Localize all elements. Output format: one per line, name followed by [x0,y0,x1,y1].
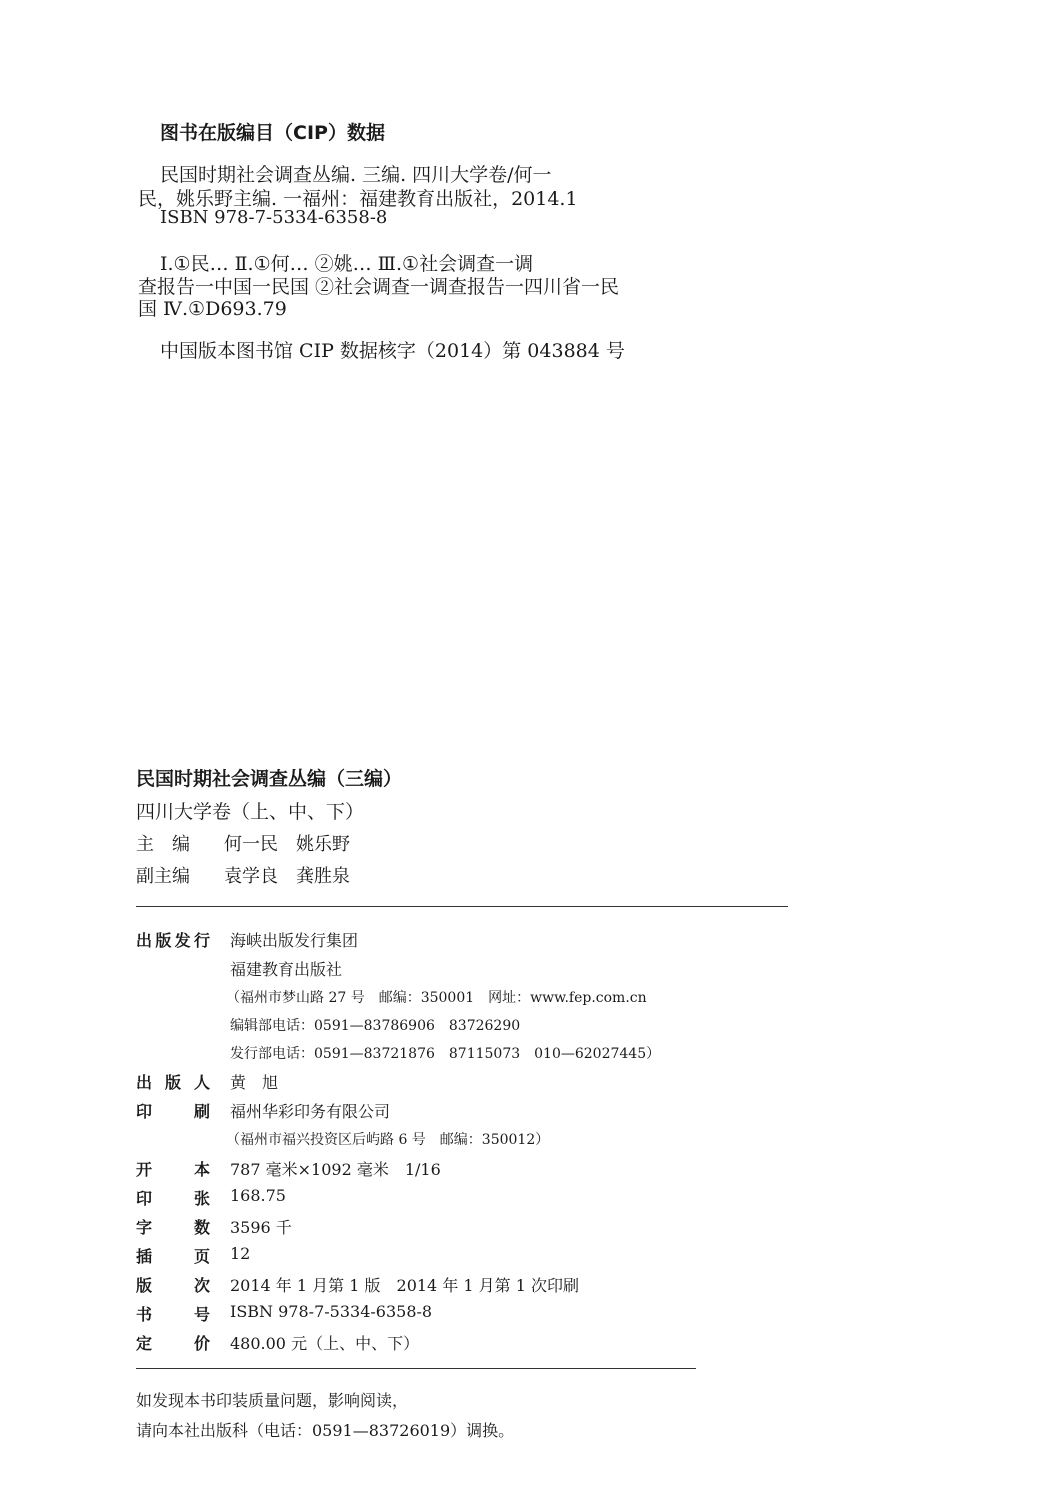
label-char: 插 [136,1247,153,1266]
label-char: 书 [136,1305,153,1324]
label-char: 刷 [193,1102,210,1121]
editorial-phone: 编辑部电话：0591—83786906 83726290 [230,1018,521,1034]
publisher-address: （福州市梦山路 27 号 邮编：350001 网址：www.fep.com.cn [226,990,647,1006]
divider-bottom [136,1368,696,1369]
deputy-editors: 袁学良 龚胜泉 [224,866,350,887]
label-char: 发 [174,931,191,950]
quality-notice-line-2: 请向本社出版科（电话：0591—83726019）调换。 [136,1421,515,1440]
label-char: 数 [193,1218,210,1237]
label-char: 字 [136,1218,153,1237]
printer-address: （福州市福兴投资区后屿路 6 号 邮编：350012） [226,1132,550,1148]
cip-isbn: ISBN 978-7-5334-6358-8 [160,207,388,228]
cip-subject-line-3: 国 Ⅳ.①D693.79 [138,298,287,320]
price-label [136,1331,210,1354]
divider-top [136,906,788,907]
label-char: 印 [136,1189,153,1208]
label-char: 页 [193,1247,210,1266]
issuer: 黄 旭 [230,1073,279,1092]
sales-phone: 发行部电话：0591—83721876 87115073 010—62027445） [230,1046,661,1062]
edition-label [136,1273,210,1296]
format-label [136,1157,210,1180]
sheets: 168.75 [230,1186,286,1205]
cip-subject-line-1: Ⅰ.①民… Ⅱ.①何… ②姚… Ⅲ.①社会调查一调 [160,253,534,275]
label-char: 出 [136,1073,153,1092]
words-label [136,1215,210,1238]
plates-label [136,1244,210,1267]
label-char: 本 [193,1160,210,1179]
cip-title: 图书在版编目（CIP）数据 [160,122,385,144]
deputy-editor-label: 副主编 [136,866,190,887]
chief-editors: 何一民 姚乐野 [224,834,350,855]
label-char: 号 [193,1305,210,1324]
cip-line-1: 民国时期社会调查丛编. 三编. 四川大学卷/何一 [160,164,552,186]
label-char: 版 [136,1276,153,1295]
cip-record: 中国版本图书馆 CIP 数据核字（2014）第 043884 号 [160,340,625,362]
chief-editor-label: 主 编 [136,834,190,855]
label-char: 次 [193,1276,210,1295]
label-char: 定 [136,1334,153,1353]
price: 480.00 元（上、中、下） [230,1334,420,1353]
label-char: 张 [193,1189,210,1208]
label-char: 行 [193,931,210,950]
isbn-label [136,1302,210,1325]
label-char: 版 [155,931,172,950]
issuer-label [136,1070,210,1093]
label-char: 价 [193,1334,210,1353]
label-char: 版 [164,1073,181,1092]
format: 787 毫米×1092 毫米 1/16 [230,1160,441,1179]
cip-subject-line-2: 查报告一中国一民国 ②社会调查一调查报告一四川省一民 [138,276,620,298]
printer: 福州华彩印务有限公司 [230,1102,391,1121]
edition: 2014 年 1 月第 1 版 2014 年 1 月第 1 次印刷 [230,1276,580,1295]
label-char: 开 [136,1160,153,1179]
plates: 12 [230,1244,251,1263]
words: 3596 千 [230,1218,292,1237]
label-char: 出 [136,931,153,950]
label-char: 人 [193,1073,210,1092]
sheets-label [136,1186,210,1209]
quality-notice-line-1: 如发现本书印装质量问题，影响阅读， [136,1391,409,1410]
isbn: ISBN 978-7-5334-6358-8 [230,1302,433,1321]
publisher-group: 海峡出版发行集团 [230,931,359,950]
label-char: 印 [136,1102,153,1121]
printer-label [136,1099,210,1122]
cip-line-2: 民，姚乐野主编. 一福州：福建教育出版社，2014.1 [138,188,578,210]
publisher-house: 福建教育出版社 [230,960,343,979]
book-title: 民国时期社会调查丛编（三编） [136,768,403,790]
book-subtitle: 四川大学卷（上、中、下） [136,801,365,823]
publisher-label [136,928,210,951]
